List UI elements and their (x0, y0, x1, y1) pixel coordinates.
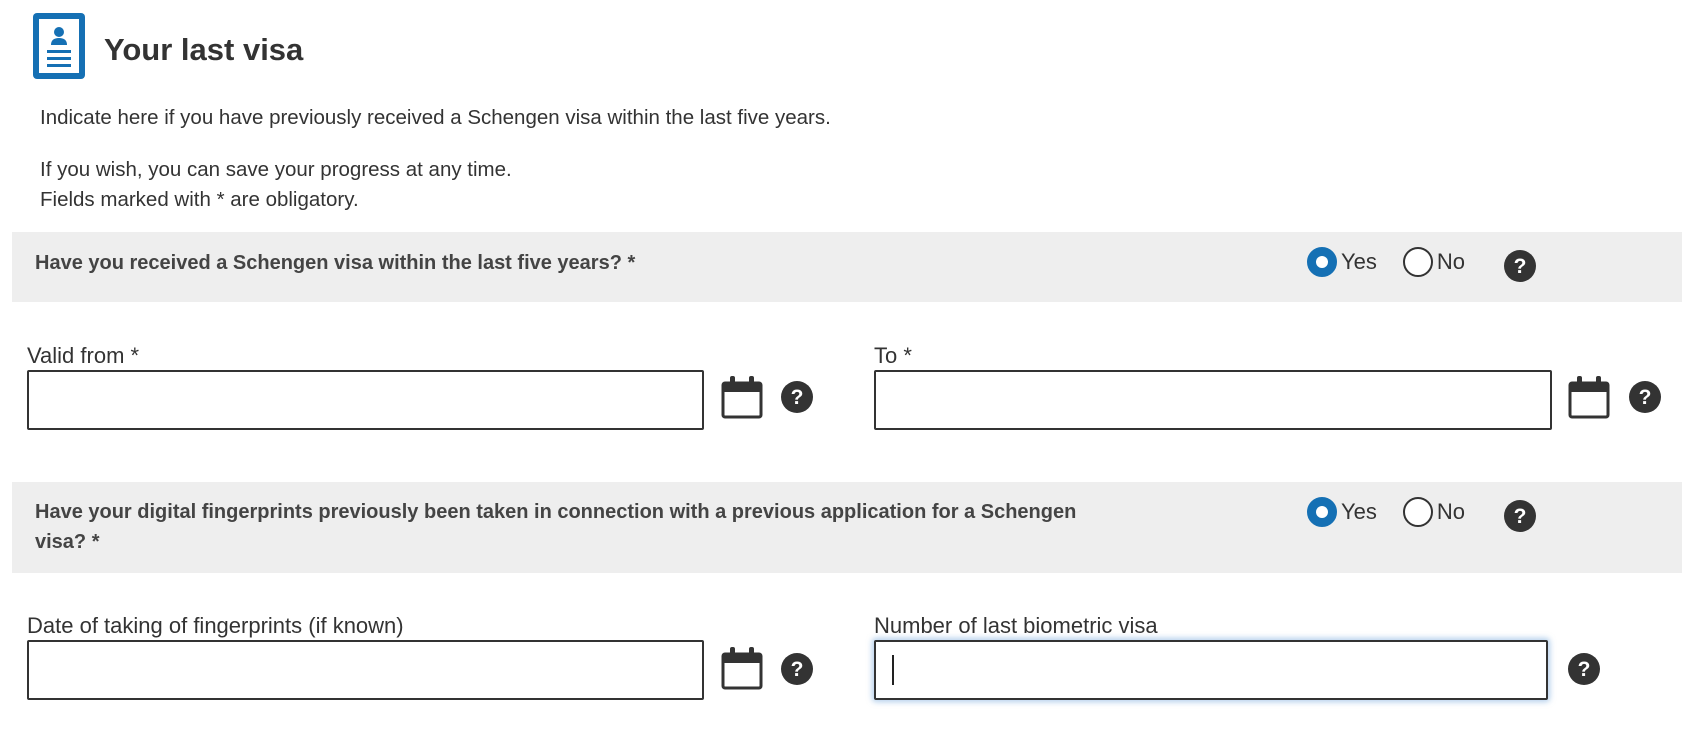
question-circle-icon[interactable] (1503, 249, 1537, 283)
fingerprint-date-label: Date of taking of fingerprints (if known) (27, 613, 404, 638)
valid-to-input[interactable] (874, 370, 1552, 430)
valid-from-label: Valid from * (27, 343, 140, 368)
question-circle-icon[interactable] (780, 380, 814, 414)
fingerprints-question-band (12, 482, 1682, 573)
visa-yes-radio[interactable] (1307, 247, 1377, 277)
fingerprints-question-radio-group (1307, 497, 1465, 527)
question-circle-icon[interactable] (1628, 380, 1662, 414)
svg-text:?: ? (1513, 255, 1527, 278)
visa-question-text: Have you received a Schengen visa within the last five years? * (35, 252, 636, 274)
valid-from-input[interactable] (27, 370, 704, 430)
calendar-icon[interactable] (1568, 375, 1610, 419)
radio-label-no: No (1436, 249, 1466, 274)
radio-checked-icon[interactable] (1307, 497, 1337, 527)
intro-text: Indicate here if you have previously received a Schengen visa within the last five years. (40, 106, 831, 129)
fingerprint-date-input[interactable] (27, 640, 704, 700)
question-circle-icon[interactable] (780, 652, 814, 686)
radio-unchecked-icon[interactable] (1403, 497, 1433, 527)
fingerprints-question-text (35, 497, 1076, 557)
radio-label-yes: Yes (1341, 249, 1377, 274)
svg-text:?: ? (1638, 386, 1652, 409)
save-progress-note: If you wish, you can save your progress at any time. (40, 158, 512, 181)
fingerprints-question-line2: visa? * (35, 531, 100, 553)
biometric-visa-number-label: Number of last biometric visa (874, 613, 1158, 638)
fingerprints-yes-radio[interactable] (1307, 497, 1377, 527)
question-circle-icon[interactable] (1567, 652, 1601, 686)
visa-question-radio-group (1307, 247, 1465, 277)
radio-label-no: No (1436, 499, 1466, 524)
visa-no-radio[interactable] (1403, 247, 1465, 277)
fingerprints-no-radio[interactable] (1403, 497, 1465, 527)
svg-text:?: ? (1577, 658, 1591, 681)
radio-unchecked-icon[interactable] (1403, 247, 1433, 277)
question-circle-icon[interactable] (1503, 499, 1537, 533)
svg-text:?: ? (790, 658, 804, 681)
visa-question-band (12, 232, 1682, 302)
calendar-icon[interactable] (721, 646, 763, 690)
svg-text:?: ? (790, 386, 804, 409)
text-caret (892, 655, 894, 685)
required-fields-note: Fields marked with * are obligatory. (40, 188, 359, 211)
id-card-icon (33, 13, 85, 79)
fingerprints-question-line1: Have your digital fingerprints previously been taken in connection with a previous application for a Schengen (35, 501, 1077, 523)
calendar-icon[interactable] (721, 375, 763, 419)
svg-text:?: ? (1513, 505, 1527, 528)
page-title: Your last visa (104, 32, 304, 67)
valid-to-label: To * (874, 343, 912, 368)
radio-label-yes: Yes (1341, 499, 1377, 524)
radio-checked-icon[interactable] (1307, 247, 1337, 277)
biometric-visa-number-input[interactable] (874, 640, 1548, 700)
